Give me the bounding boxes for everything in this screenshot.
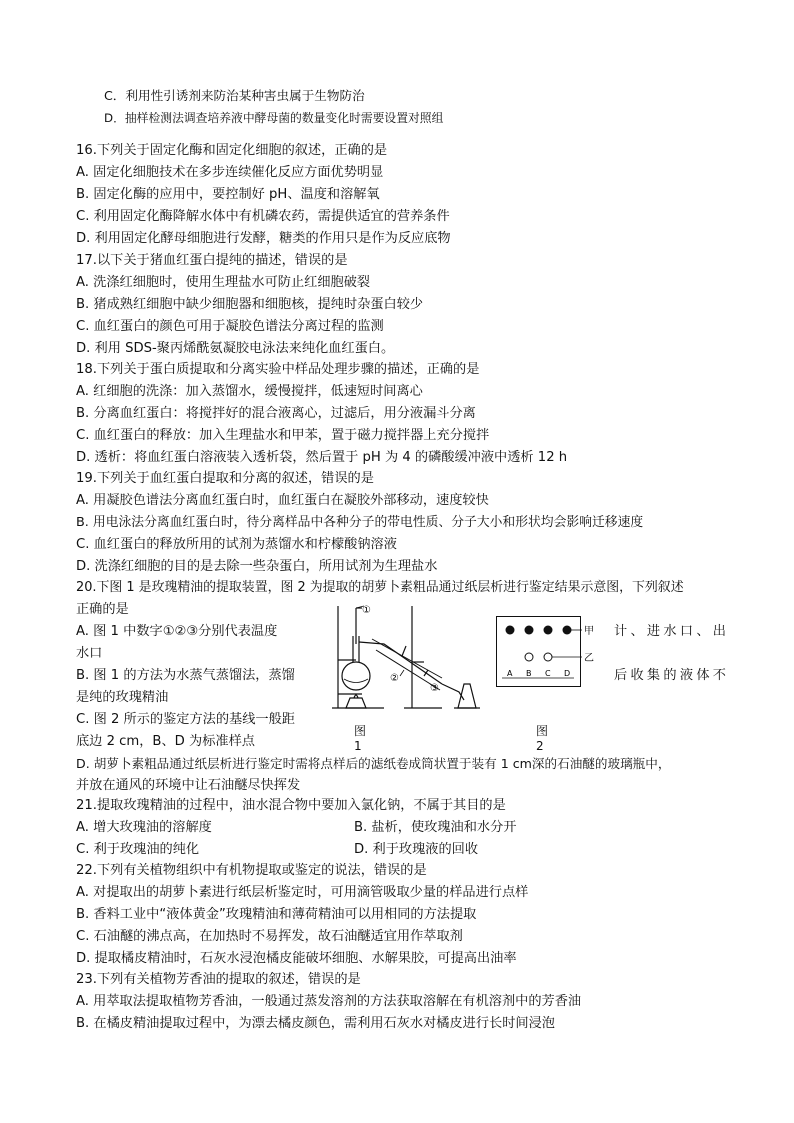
figure-1-mark-3: ③ — [430, 683, 439, 694]
receiving-flask — [458, 684, 476, 708]
spot-b-top — [525, 626, 534, 635]
question-16-stem: 16.下列关于固定化酶和固定化细胞的叙述，正确的是 — [76, 143, 388, 158]
question-21-option-d: D. 利于玫瑰液的回收 — [354, 842, 479, 857]
question-23-stem: 23.下列有关植物芳香油的提取的叙述，错误的是 — [76, 972, 361, 987]
question-20-option-d: D. 胡萝卜素粗品通过纸层析进行鉴定时需将点样后的滤纸卷成筒状置于装有 1 cm深的石油醚的玻璃瓶中， — [76, 756, 671, 771]
question-16-option-c: C. 利用固定化酶降解水体中有机磷农药，需提供适宜的营养条件 — [76, 209, 450, 224]
spot-c-top — [544, 626, 553, 635]
question-17-option-d: D. 利用 SDS-聚丙烯酰氨凝胶电泳法来纯化血红蛋白。 — [76, 341, 395, 356]
question-20-option-a-cont: 水口 — [76, 646, 103, 661]
question-18-option-c: C. 血红蛋白的释放：加入生理盐水和甲苯，置于磁力搅拌器上充分搅拌 — [76, 428, 490, 443]
spot-d-top — [563, 626, 572, 635]
question-22-option-d: D. 提取橘皮精油时，石灰水浸泡橘皮能破坏细胞、水解果胶，可提高出油率 — [76, 951, 517, 966]
option-q15-c: C．利用性引诱剂来防治某种害虫属于生物防治 — [104, 88, 365, 103]
question-17-option-a: A. 洗涤红细胞时，使用生理盐水可防止红细胞破裂 — [76, 275, 371, 290]
spot-b-lower — [525, 653, 533, 661]
question-20-option-b: B. 图 1 的方法为水蒸气蒸馏法，蒸馏 — [76, 668, 295, 683]
question-22-option-b: B. 香料工业中“液体黄金”玫瑰精油和薄荷精油可以用相同的方法提取 — [76, 907, 477, 922]
question-18-stem: 18.下列关于蛋白质提取和分离实验中样品处理步骤的描述，正确的是 — [76, 362, 480, 377]
chromatography-figure — [496, 616, 606, 706]
question-19-option-c: C. 血红蛋白的释放所用的试剂为蒸馏水和柠檬酸钠溶液 — [76, 537, 397, 552]
question-19-option-d: D. 洗涤红细胞的目的是去除一些杂蛋白，所用试剂为生理盐水 — [76, 559, 438, 574]
option-q15-d: D．抽样检测法调查培养液中酵母菌的数量变化时需要设置对照组 — [104, 111, 444, 125]
question-17-option-b: B. 猪成熟红细胞中缺少细胞器和细胞核，提纯时杂蛋白较少 — [76, 297, 424, 312]
question-17-option-c: C. 血红蛋白的颜色可用于凝胶色谱法分离过程的监测 — [76, 319, 384, 334]
question-22-option-c: C. 石油醚的沸点高，在加热时不易挥发，故石油醚适宜用作萃取剂 — [76, 929, 463, 944]
figure-1-mark-1: ① — [362, 605, 371, 616]
question-21-stem: 21.提取玫瑰精油的过程中，油水混合物中要加入氯化钠，不属于其目的是 — [76, 798, 506, 813]
question-23-option-b: B. 在橘皮精油提取过程中，为漂去橘皮颜色，需利用石灰水对橘皮进行长时间浸泡 — [76, 1016, 555, 1031]
question-16-option-d: D. 利用固定化酵母细胞进行发酵，糖类的作用只是作为反应底物 — [76, 231, 451, 246]
question-20-option-d-cont: 并放在通风的环境中让石油醚尽快挥发 — [76, 778, 301, 793]
distillation-flask — [342, 662, 370, 690]
question-17-stem: 17.以下关于猪血红蛋白提纯的描述，错误的是 — [76, 253, 348, 268]
lane-a-label: A — [507, 669, 513, 678]
spot-c-lower — [544, 653, 552, 661]
question-20-option-b-cont: 是纯的玫瑰精油 — [76, 690, 169, 705]
label-yi: 乙 — [584, 653, 594, 664]
lane-c-label: C — [545, 669, 551, 678]
question-23-option-a: A. 用萃取法提取植物芳香油，一般通过蒸发溶剂的方法获取溶解在有机溶剂中的芳香油 — [76, 994, 582, 1009]
question-20-stem: 20.下图 1 是玫瑰精油的提取装置，图 2 为提取的胡萝卜素粗品通过纸层析进行鉴定结果示意图，下列叙述 — [76, 580, 684, 595]
question-20-option-b-right: 后收集的液体不 — [614, 668, 726, 683]
figure-1-mark-2: ② — [390, 673, 399, 684]
question-18-option-a: A. 红细胞的洗涤：加入蒸馏水，缓慢搅拌，低速短时间离心 — [76, 384, 423, 399]
question-20-option-a-right: 计、进水口、出 — [614, 624, 726, 639]
question-19-option-a: A. 用凝胶色谱法分离血红蛋白时，血红蛋白在凝胶外部移动，速度较快 — [76, 493, 489, 508]
condenser-tube — [359, 642, 442, 684]
alcohol-lamp — [346, 698, 366, 708]
question-18-option-d: D. 透析：将血红蛋白溶液装入透析袋，然后置于 pH 为 4 的磷酸缓冲液中透析 12 h — [76, 450, 568, 465]
question-16-option-a: A. 固定化细胞技术在多步连续催化反应方面优势明显 — [76, 165, 384, 180]
question-20-option-a: A. 图 1 中数字①②③分别代表温度 — [76, 624, 278, 639]
question-20-stem-cont: 正确的是 — [76, 602, 129, 617]
figure-1-caption: 图1 — [354, 724, 367, 753]
question-19-stem: 19.下列关于血红蛋白提取和分离的叙述，错误的是 — [76, 471, 374, 486]
lane-d-label: D — [564, 669, 571, 678]
question-21-option-a: A. 增大玫瑰油的溶解度 — [76, 820, 212, 835]
lane-b-label: B — [526, 669, 532, 678]
question-20-option-c: C. 图 2 所示的鉴定方法的基线一般距 — [76, 712, 295, 727]
label-jia: 甲 — [584, 626, 594, 637]
question-19-option-b: B. 用电泳法分离血红蛋白时，待分离样品中各种分子的带电性质、分子大小和形状均会影响迁移速度 — [76, 515, 644, 530]
question-20-option-c-cont: 底边 2 cm，B、D 为标准样点 — [76, 734, 255, 749]
figure-2-caption: 图 2 — [536, 724, 549, 753]
question-18-option-b: B. 分离血红蛋白：将搅拌好的混合液离心，过滤后，用分液漏斗分离 — [76, 406, 476, 421]
question-16-option-b: B. 固定化酶的应用中，要控制好 pH、温度和溶解氧 — [76, 187, 380, 202]
question-21-option-b: B. 盐析，使玫瑰油和水分开 — [354, 820, 517, 835]
question-21-option-c: C. 利于玫瑰油的纯化 — [76, 842, 200, 857]
question-22-stem: 22.下列有关植物组织中有机物提取或鉴定的说法，错误的是 — [76, 863, 427, 878]
question-22-option-a: A. 对提取出的胡萝卜素进行纸层析鉴定时，可用滴管吸取少量的样品进行点样 — [76, 885, 529, 900]
spot-a-top — [506, 626, 515, 635]
